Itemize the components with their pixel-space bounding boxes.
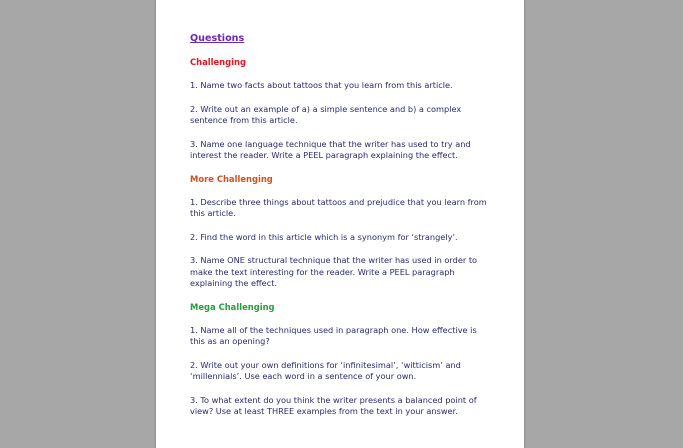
question-item: 3. Name ONE structural technique that the writer has used in order to make the text interesting for the reader. Write a PEEL paragraph explaining the effect.: [190, 255, 478, 288]
question-item: 3. Name one language technique that the writer has used to try and interest the reader. Write a PEEL paragraph explaining the effect.: [190, 138, 471, 160]
page-content: [190, 33, 490, 430]
question-item: 1. Describe three things about tattoos and prejudice that you learn from this article.: [190, 196, 487, 218]
section-heading-more-challenging: More Challenging: [190, 173, 273, 184]
section-more-challenging: [190, 174, 490, 290]
section-challenging: [190, 57, 490, 161]
document-page: [156, 0, 524, 448]
question-item: 1. Name all of the techniques used in paragraph one. How effective is this as an opening?: [190, 324, 477, 346]
section-heading-challenging: Challenging: [190, 57, 246, 67]
question-item: 3. To what extent do you think the writer presents a balanced point of view? Use at least THREE examples from the text in your answer.: [190, 394, 477, 416]
page-title: Questions: [190, 33, 245, 44]
question-item: 2. Find the word in this article which is a synonym for ‘strangely’.: [190, 231, 458, 242]
question-item: 2. Write out your own definitions for ‘infinitesimal’, ‘witticism’ and ‘millennials’. Use each word in a sentence of your own.: [190, 359, 461, 381]
section-mega-challenging: [190, 302, 490, 418]
question-item: 2. Write out an example of a) a simple sentence and b) a complex sentence from this article.: [190, 103, 462, 125]
question-item: 1. Name two facts about tattoos that you learn from this article.: [190, 80, 453, 90]
section-heading-mega-challenging: Mega Challenging: [190, 301, 275, 312]
